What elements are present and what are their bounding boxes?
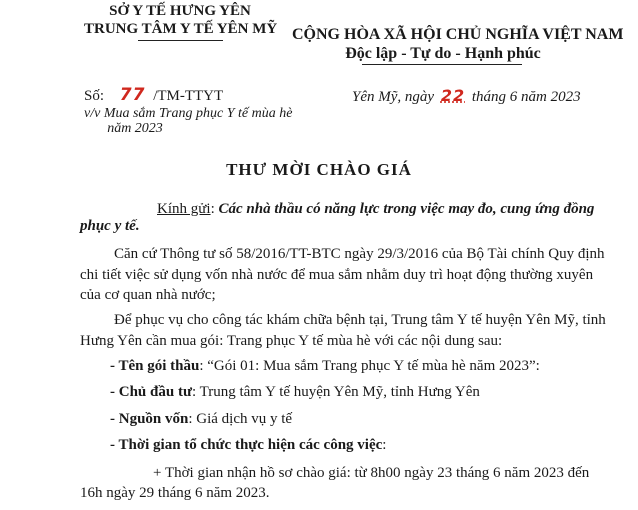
package-name-item [110,358,540,375]
purpose-line-2: Hưng Yên cần mua gói: Trang phục Y tế mùa hè với các nội dung sau: [80,333,503,349]
date-prefix: Yên Mỹ, ngày [352,89,435,105]
subject-line-1: v/v Mua sắm Trang phục Y tế mùa hè [84,106,293,121]
funding-label: - Nguồn vốn [110,411,189,427]
package-value: : “Gói 01: Mua sắm Trang phục Y tế mùa hè năm 2023”: [199,358,540,374]
date-suffix: tháng 6 năm 2023 [471,89,581,105]
issue-date [352,86,581,106]
number-suffix: /TM-TTYT [153,88,224,104]
right-header-divider [362,64,522,65]
national-title: CỘNG HÒA XÃ HỘI CHỦ NGHĨA VIỆT NAM [292,26,624,43]
funding-item [110,411,292,428]
investor-label: - Chủ đầu tư [110,384,192,400]
document-title: THƯ MỜI CHÀO GIÁ [226,160,412,179]
left-header-divider [138,40,223,41]
package-label: - Tên gói thầu [110,358,200,374]
purpose-line-1: Để phục vụ cho công tác khám chữa bệnh tại, Trung tâm Y tế huyện Yên Mỹ, tỉnh [114,312,606,328]
center-name: TRUNG TÂM Y TẾ YÊN MỸ [84,21,278,37]
timeline-line-2: 16h ngày 29 tháng 6 năm 2023. [80,485,270,501]
addressee-colon: : [210,201,215,217]
addressee-line-1 [157,201,594,218]
schedule-label: - Thời gian tổ chức thực hiện các công việc [110,437,383,453]
addressee-text-1: Các nhà thầu có năng lực trong việc may đo, cung ứng đồng [218,201,595,217]
document-number [84,85,223,105]
timeline-line-1: + Thời gian nhận hồ sơ chào giá: từ 8h00 ngày 23 tháng 6 năm 2023 đến [153,465,590,481]
addressee-line-2: phục y tế. [80,218,140,234]
handwritten-day: 22 [440,86,466,105]
funding-value: : Giá dịch vụ y tế [188,411,293,427]
handwritten-number: 77 [119,85,146,105]
investor-value: : Trung tâm Y tế huyện Yên Mỹ, tỉnh Hưng Yên [191,384,480,400]
basis-line-2: chi tiết việc sử dụng vốn nhà nước để mua sắm nhằm duy trì hoạt động thường xuyên [80,267,594,283]
department-name: SỞ Y TẾ HƯNG YÊN [109,3,251,19]
subject-line-2: năm 2023 [107,121,163,136]
schedule-colon: : [382,437,387,453]
number-prefix: Số: [84,88,105,104]
schedule-item [110,437,386,454]
investor-item [110,384,480,401]
national-motto: Độc lập - Tự do - Hạnh phúc [345,45,541,62]
basis-line-1: Căn cứ Thông tư số 58/2016/TT-BTC ngày 29/3/2016 của Bộ Tài chính Quy định [114,246,605,262]
addressee-label: Kính gửi [157,201,211,217]
basis-line-3: của cơ quan nhà nước; [80,287,216,303]
